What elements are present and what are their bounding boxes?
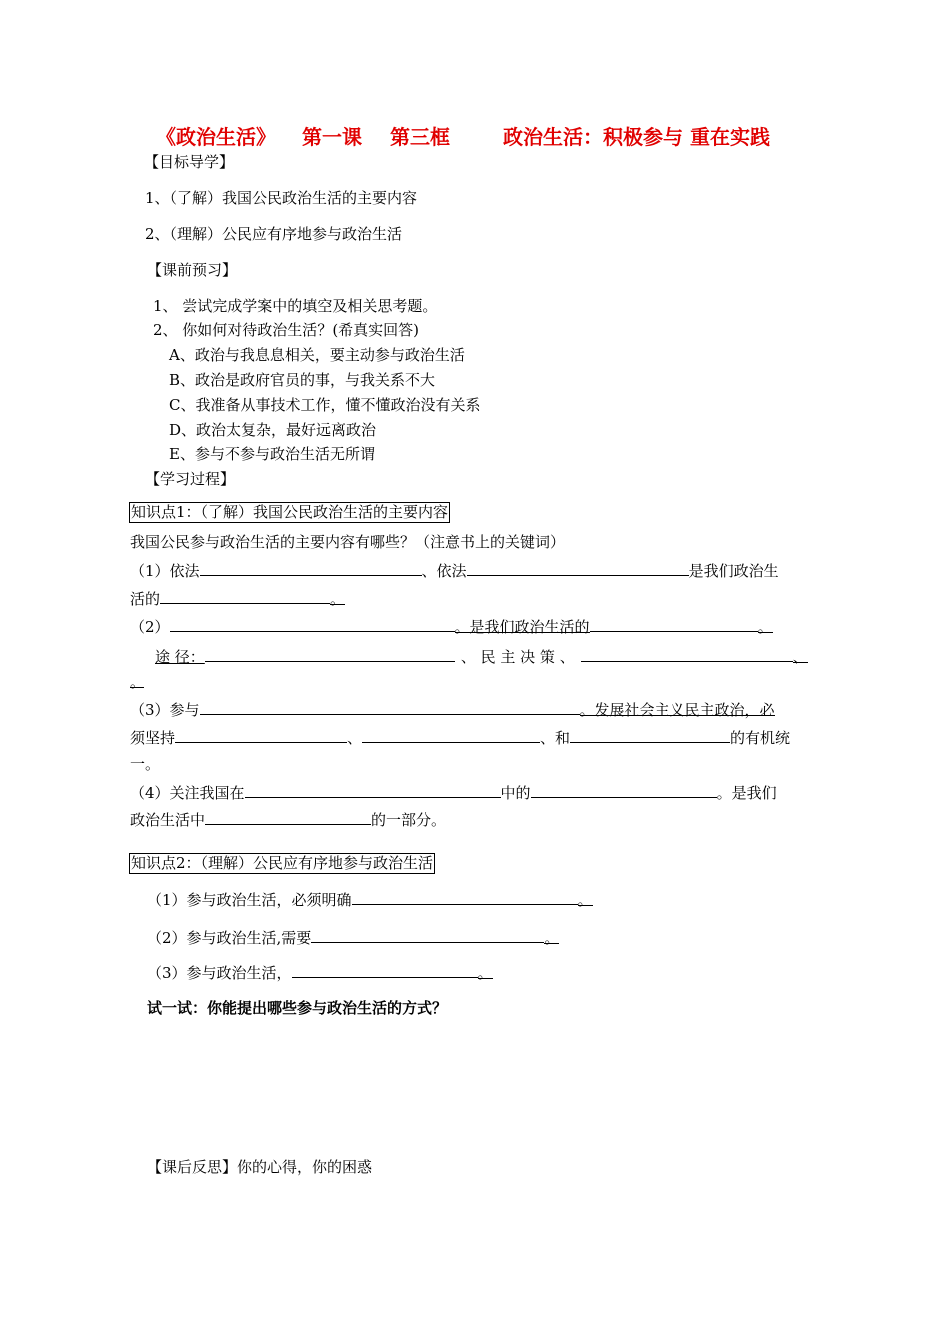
title-topic: 政治生活：积极参与 重在实践 xyxy=(503,125,770,149)
preview-option-a: A、政治与我息息相关，要主动参与政治生活 xyxy=(169,346,465,364)
blank-9[interactable] xyxy=(175,727,347,743)
goal-item-2: 2、（理解）公民应有序地参与政治生活 xyxy=(145,225,403,243)
kp1-question: 我国公民参与政治生活的主要内容有哪些？（注意书上的关键词） xyxy=(130,533,566,551)
reflection-heading: 【课后反思】 xyxy=(147,1158,238,1176)
knowledge-point-1-box: 知识点1：（了解）我国公民政治生活的主要内容 xyxy=(131,503,449,521)
kp1-line-9: （4）关注我国在 中的 。是我们 xyxy=(130,784,777,802)
blank-10[interactable] xyxy=(362,727,540,743)
blank-3[interactable] xyxy=(160,588,330,604)
kp1-line-10: 政治生活中 的一部分。 xyxy=(130,811,447,829)
blank-16[interactable] xyxy=(311,927,544,943)
preview-item-2: 2、 你如何对待政治生活？(希真实回答) xyxy=(153,321,420,339)
preview-option-d: D、政治太复杂，最好远离政治 xyxy=(169,421,377,439)
blank-14[interactable] xyxy=(205,809,371,825)
kp1-line-2: 活的 。 xyxy=(130,590,346,608)
blank-5[interactable] xyxy=(590,616,758,632)
kp1-line-4: 途 径： 、 民 主 决 策 、 、 xyxy=(155,648,808,666)
title-frame: 第三框 xyxy=(390,125,450,149)
blank-7[interactable] xyxy=(581,646,793,662)
preview-option-c: C、我准备从事技术工作，懂不懂政治没有关系 xyxy=(169,396,481,414)
kp1-line-8: 一。 xyxy=(130,755,161,773)
blank-4[interactable] xyxy=(170,616,455,632)
kp1-line-7: 须坚持 、 、和 的有机统 xyxy=(130,729,791,747)
kp1-line-5: 。 xyxy=(130,673,146,691)
kp1-line-3: （2） 。是我们政治生活的 。 xyxy=(130,618,773,636)
kp1-line-1: （1）依法 、依法 是我们政治生 xyxy=(130,562,779,580)
preview-option-b: B、政治是政府官员的事，与我关系不大 xyxy=(169,371,436,389)
goal-item-1: 1、（了解）我国公民政治生活的主要内容 xyxy=(145,189,418,207)
blank-11[interactable] xyxy=(570,727,730,743)
preview-heading: 【课前预习】 xyxy=(147,261,238,279)
kp2-item-3: （3）参与政治生活， 。 xyxy=(147,964,493,982)
try-it-prompt: 试一试：你能提出哪些参与政治生活的方式？ xyxy=(147,999,448,1017)
blank-1[interactable] xyxy=(200,560,422,576)
reflection-line xyxy=(147,1157,372,1177)
preview-option-e: E、参与不参与政治生活无所谓 xyxy=(169,445,375,463)
blank-8[interactable] xyxy=(200,699,580,715)
kp2-item-2: （2）参与政治生活,需要 。 xyxy=(147,929,560,947)
blank-17[interactable] xyxy=(292,962,478,978)
title-lesson: 第一课 xyxy=(302,125,362,149)
knowledge-point-2-box: 知识点2：（理解）公民应有序地参与政治生活 xyxy=(131,854,434,872)
blank-12[interactable] xyxy=(245,782,501,798)
blank-2[interactable] xyxy=(467,560,689,576)
reflection-text: 你的心得，你的困惑 xyxy=(237,1158,373,1176)
preview-item-1: 1、 尝试完成学案中的填空及相关思考题。 xyxy=(153,297,438,315)
goals-heading: 【目标导学】 xyxy=(144,153,235,171)
kp1-line-6: （3）参与 。发展社会主义民主政治，必 xyxy=(130,701,775,719)
blank-6[interactable] xyxy=(205,646,455,662)
kp2-item-1: （1）参与政治生活，必须明确 。 xyxy=(147,891,593,909)
blank-15[interactable] xyxy=(352,889,578,905)
title-book: 《政治生活》 xyxy=(156,125,276,149)
process-heading: 【学习过程】 xyxy=(145,470,236,488)
blank-13[interactable] xyxy=(531,782,717,798)
